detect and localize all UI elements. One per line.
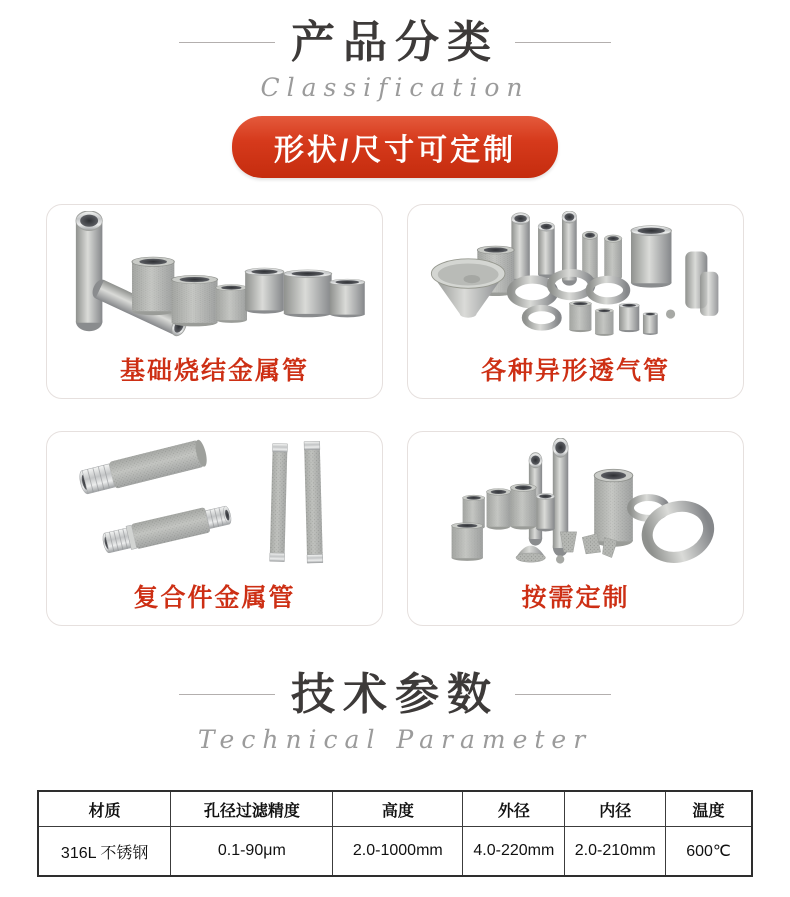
- basic-sintered-metal-tubes-image: [54, 211, 376, 349]
- header-temperature: 温度: [666, 791, 752, 826]
- title-divider-right: [515, 42, 611, 43]
- product-caption-basic-sintered: 基础烧结金属管: [119, 357, 309, 386]
- cell-pore-filtration-precision: 0.1-90μm: [171, 826, 333, 876]
- table-header-row: [38, 791, 752, 826]
- title-divider-left: [179, 694, 275, 695]
- table-row: [38, 826, 752, 876]
- customization-badge: 形状/尺寸可定制: [232, 116, 558, 178]
- classification-section-header: [0, 14, 790, 102]
- classification-title: 产品分类: [291, 18, 499, 67]
- various-shaped-breathable-tubes-image: [415, 211, 737, 349]
- header-height: 高度: [333, 791, 463, 826]
- parameters-section-header: [0, 666, 790, 754]
- product-panel-composite: [46, 431, 383, 626]
- composite-metal-tubes-image: [54, 438, 376, 576]
- cell-temperature: 600℃: [666, 826, 752, 876]
- parameters-title: 技术参数: [291, 670, 499, 720]
- cell-inner-diameter: 2.0-210mm: [565, 826, 666, 876]
- product-caption-shaped-breathable: 各种异形透气管: [480, 357, 670, 386]
- product-caption-composite: 复合件金属管: [133, 584, 296, 613]
- product-grid: [46, 204, 744, 626]
- parameters-subtitle: Technical Parameter: [197, 725, 593, 755]
- cell-height: 2.0-1000mm: [333, 826, 463, 876]
- cell-outer-diameter: 4.0-220mm: [463, 826, 565, 876]
- product-panel-basic-sintered: [46, 204, 383, 399]
- parameters-table-wrap: [37, 790, 753, 877]
- classification-subtitle: Classification: [260, 73, 530, 103]
- custom-on-demand-parts-image: [415, 438, 737, 576]
- parameters-table: [37, 790, 753, 877]
- header-pore-filtration-precision: 孔径过滤精度: [171, 791, 333, 826]
- title-divider-left: [179, 42, 275, 43]
- header-inner-diameter: 内径: [565, 791, 666, 826]
- header-material: 材质: [38, 791, 171, 826]
- title-divider-right: [515, 694, 611, 695]
- product-panel-custom: [407, 431, 744, 626]
- product-panel-shaped-breathable: [407, 204, 744, 399]
- product-caption-custom: 按需定制: [521, 584, 630, 613]
- header-outer-diameter: 外径: [463, 791, 565, 826]
- cell-material: 316L 不锈钢: [38, 826, 171, 876]
